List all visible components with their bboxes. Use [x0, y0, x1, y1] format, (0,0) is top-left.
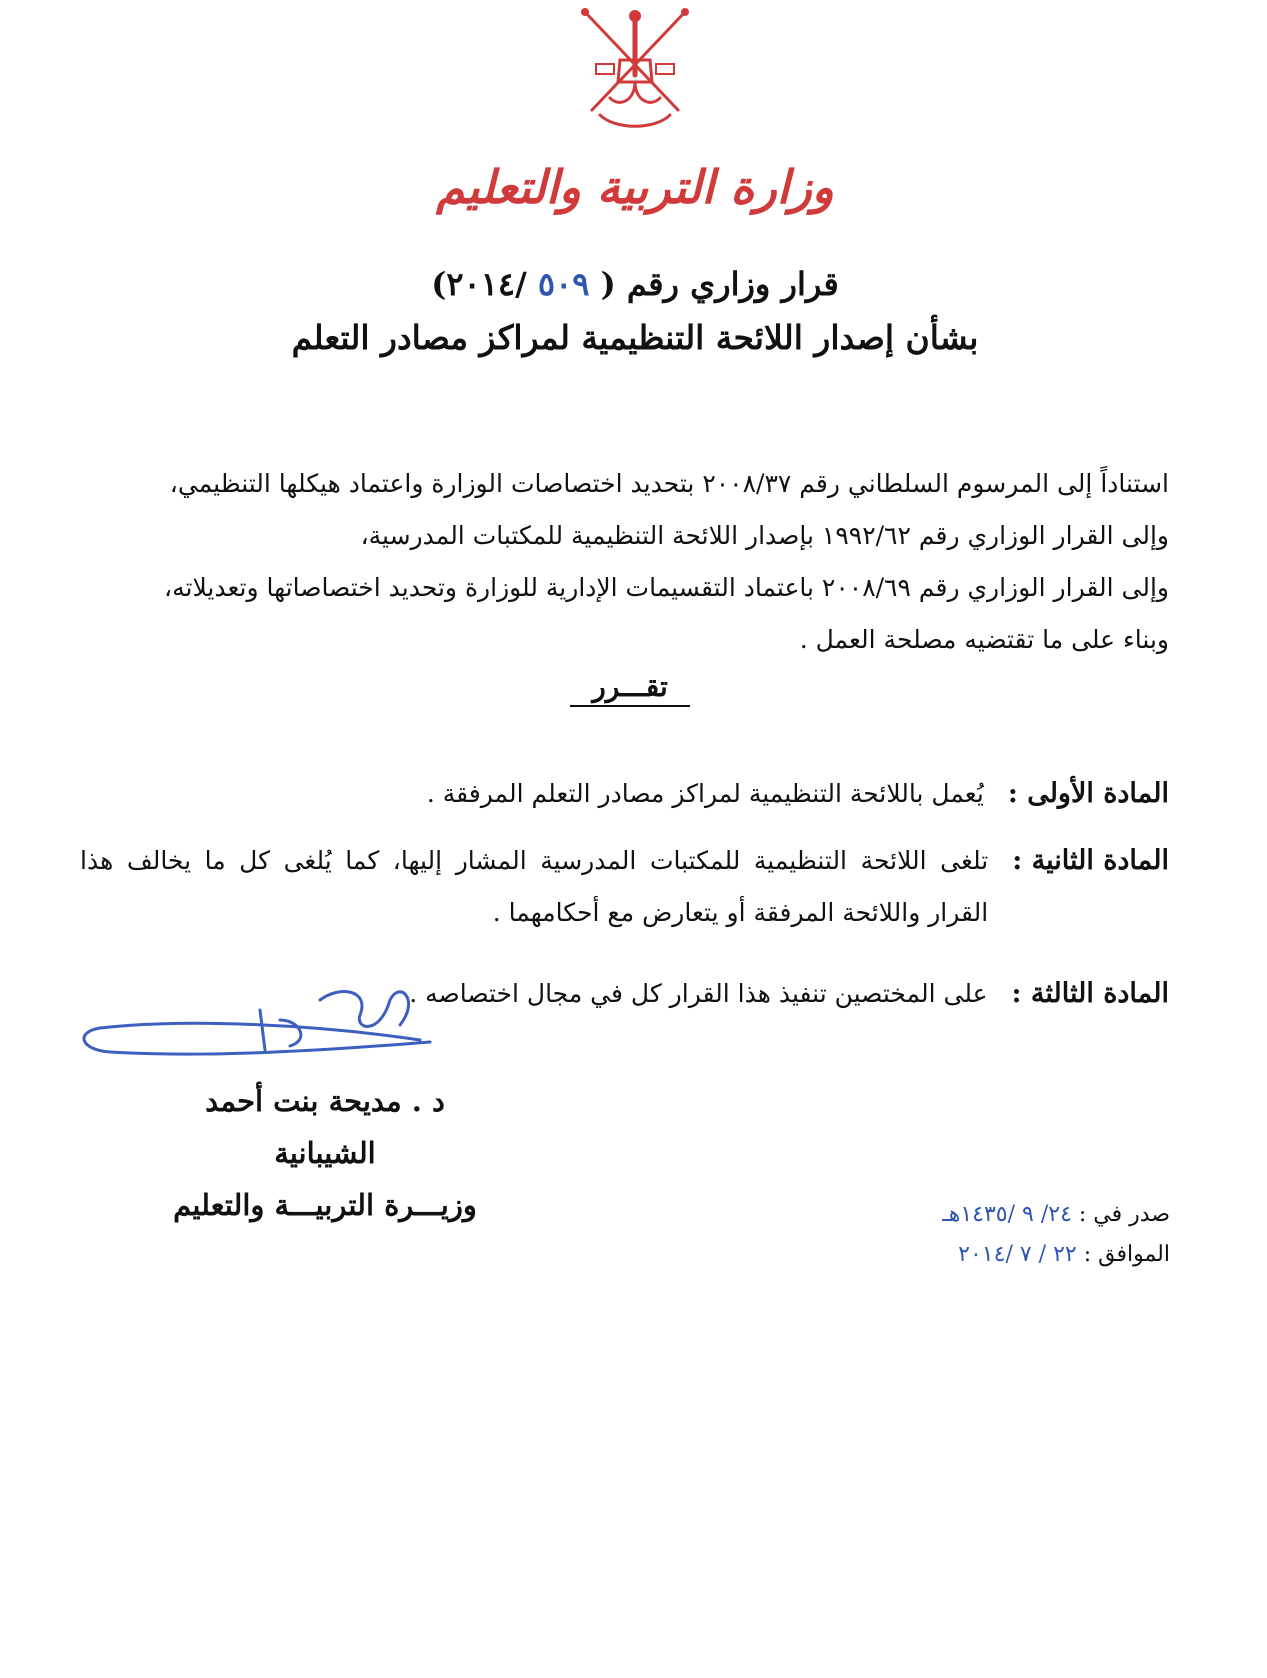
article-first: [80, 768, 1169, 820]
handwritten-signature-icon: [70, 980, 460, 1060]
issued-date-line: [850, 1195, 1170, 1235]
decision-subject: بشأن إصدار اللائحة التنظيمية لمراكز مصادر التعلم: [291, 317, 979, 357]
signatory-name: د . مديحة بنت أحمد الشيبانية: [205, 1084, 445, 1170]
decides-heading: تقـــرر: [570, 670, 690, 707]
issued-value: ٢٤/ ٩ /١٤٣٥هـ: [942, 1202, 1072, 1227]
preamble-line: استناداً إلى المرسوم السلطاني رقم ٢٠٠٨/٣٧ بتحديد اختصاصات الوزارة واعتماد هيكلها التنظيمي،: [169, 469, 1169, 498]
article-text: يُعمل باللائحة التنظيمية لمراكز مصادر التعلم المرفقة .: [426, 779, 984, 808]
preamble-line: وإلى القرار الوزاري رقم ١٩٩٢/٦٢ بإصدار اللائحة التنظيمية للمكتبات المدرسية،: [360, 521, 1169, 550]
article-second: [80, 835, 1169, 939]
corresponding-value: ٢٢ / ٧ /٢٠١٤: [958, 1242, 1077, 1267]
preamble-line: وإلى القرار الوزاري رقم ٢٠٠٨/٦٩ باعتماد التقسيمات الإدارية للوزارة وتحديد اختصاصاتها وتعديلاته،: [164, 573, 1169, 602]
decision-prefix: قرار وزاري رقم (: [600, 265, 839, 303]
article-text: تلغى اللائحة التنظيمية للمكتبات المدرسية المشار إليها، كما يُلغى كل ما يخالف هذا القرار واللائحة المرفقة أو يتعارض مع أحكامهما .: [80, 846, 989, 927]
decision-number-line: [250, 262, 1020, 307]
article-label: المادة الثالثة :: [1011, 978, 1169, 1009]
issued-label: صدر في :: [1078, 1202, 1170, 1227]
date-block: [850, 1195, 1170, 1275]
signatory-block: [150, 1075, 500, 1231]
article-label: المادة الأولى :: [1007, 778, 1169, 809]
article-text: على المختصين تنفيذ هذا القرار كل في مجال اختصاصه .: [409, 979, 988, 1008]
decision-number: ٥٠٩: [537, 265, 590, 303]
decision-suffix: /٢٠١٤): [431, 265, 527, 303]
ministry-header: وزارة التربية والتعليم: [436, 160, 834, 214]
oman-khanjar-emblem-icon: [560, 0, 710, 135]
title-block: [250, 262, 1020, 362]
corresponding-date-line: [850, 1235, 1170, 1275]
article-label: المادة الثانية :: [1012, 845, 1169, 876]
signatory-title: وزيـــرة التربيـــة والتعليم: [173, 1188, 477, 1222]
corresponding-label: الموافق :: [1083, 1242, 1170, 1267]
preamble: [80, 458, 1169, 666]
preamble-line: وبناء على ما تقتضيه مصلحة العمل .: [799, 625, 1169, 654]
